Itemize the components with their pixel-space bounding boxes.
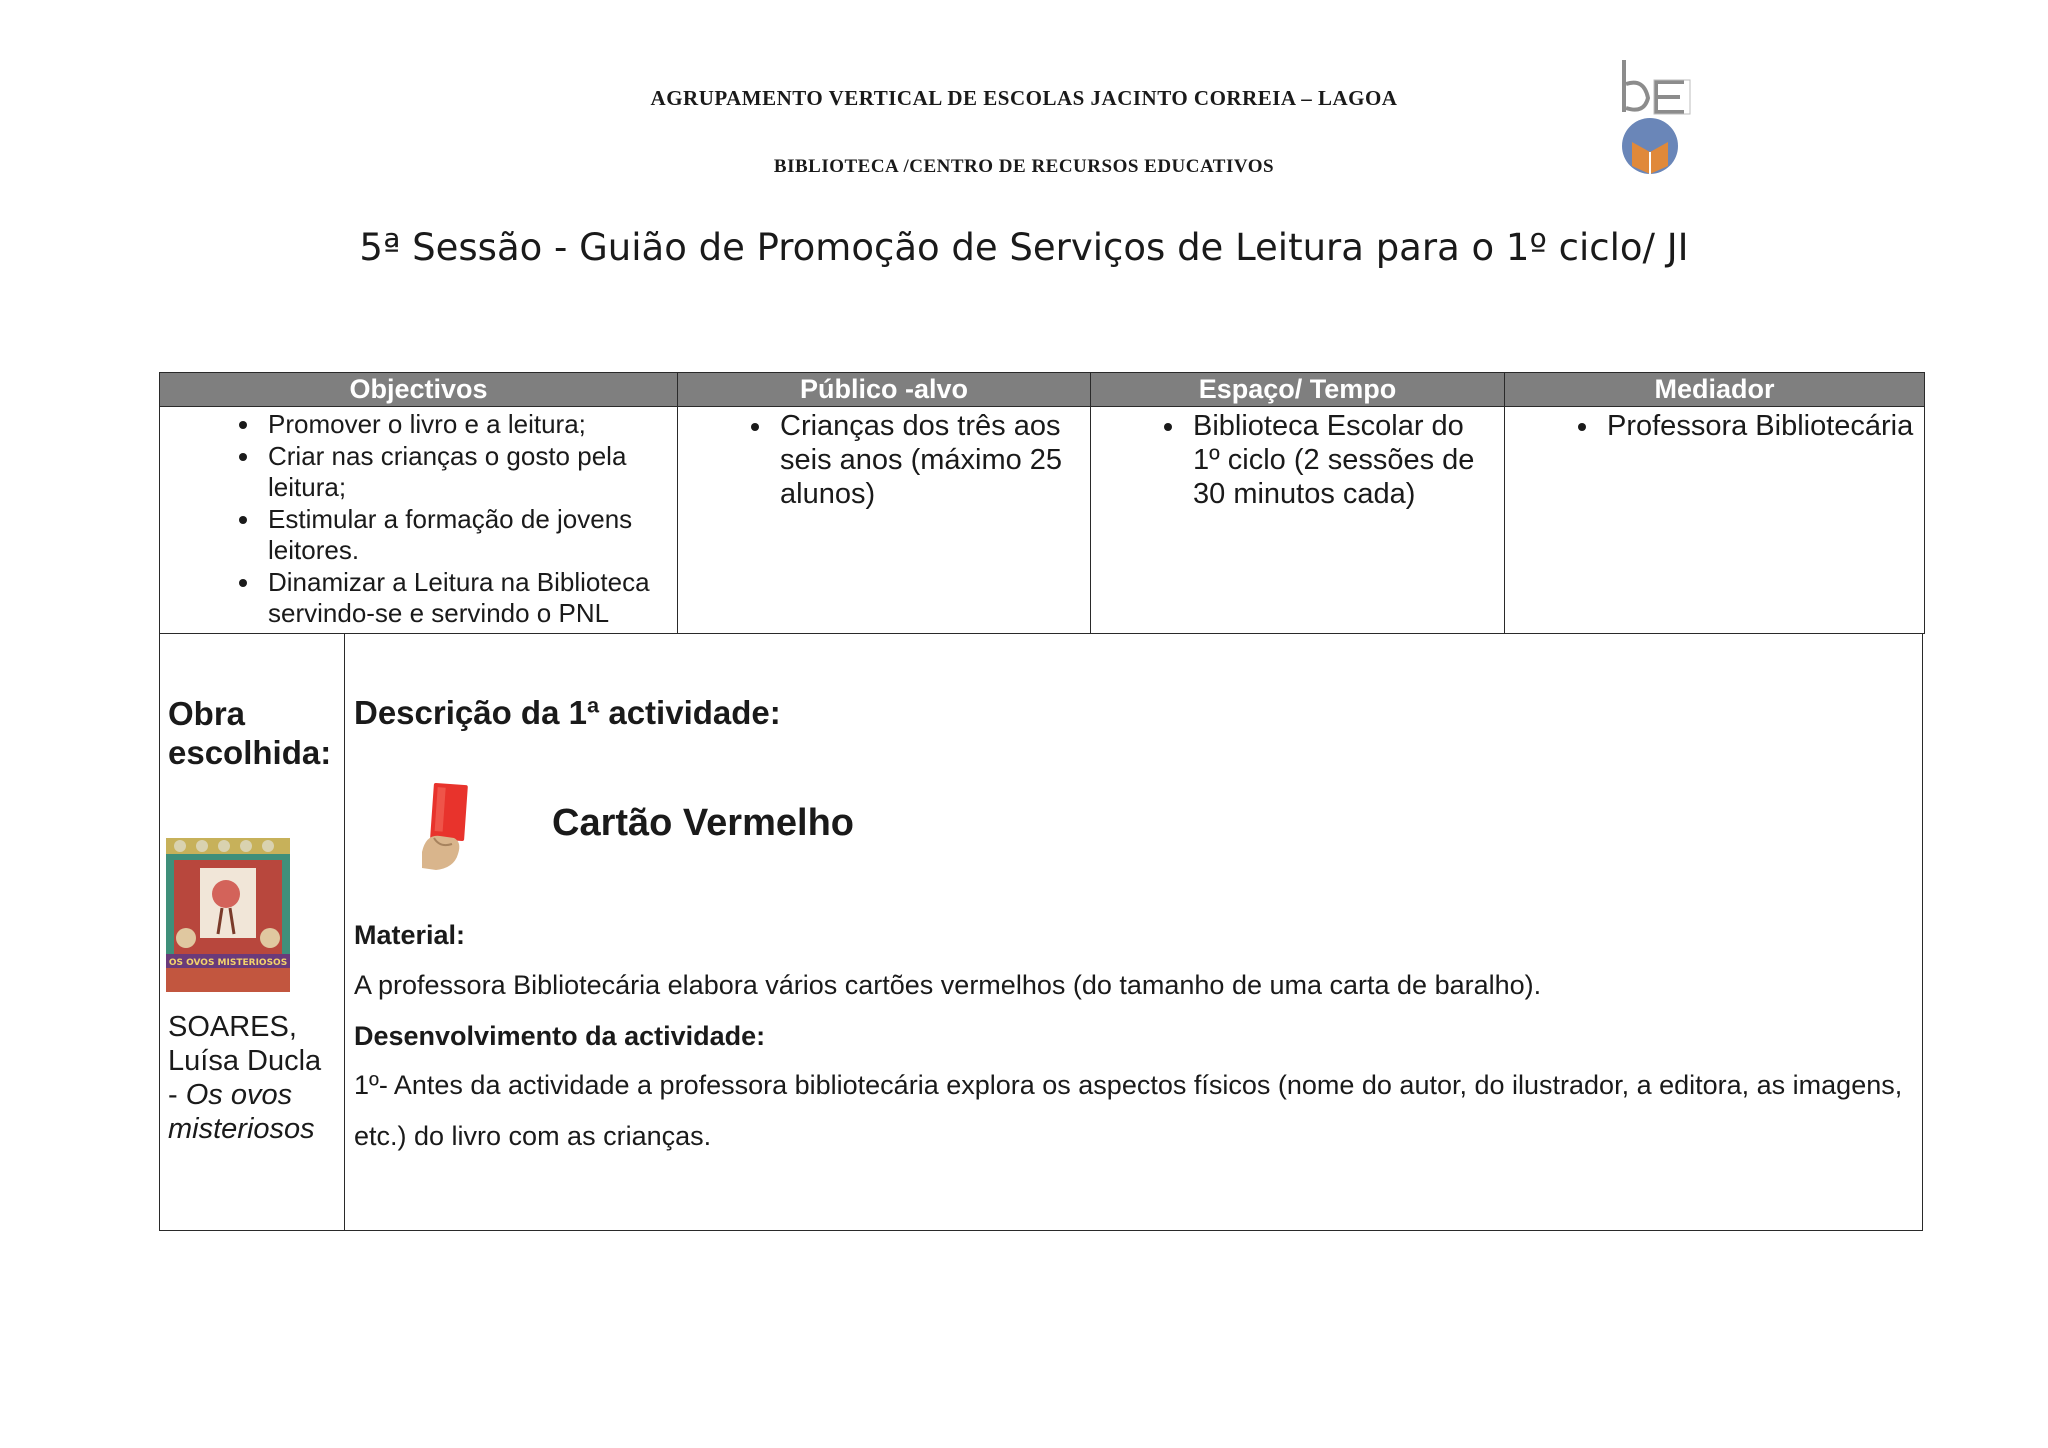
be-logo — [1614, 54, 1706, 182]
activity-heading: Descrição da 1ª actividade: — [354, 694, 781, 731]
page-title: 5ª Sessão - Guião de Promoção de Serviços de Leitura para o 1º ciclo/ JI — [359, 226, 1689, 269]
obra-column — [168, 694, 344, 772]
school-name: AGRUPAMENTO VERTICAL DE ESCOLAS JACINTO CORREIA – LAGOA — [650, 86, 1398, 110]
header-publico: Público -alvo — [678, 373, 1091, 407]
header-mediador: Mediador — [1505, 373, 1925, 407]
activity-heading-wrap — [354, 694, 1914, 732]
book-title: Os ovos misteriosos — [168, 1079, 315, 1145]
espaco-item: • Biblioteca Escolar do 1º ciclo (2 sessões de 30 minutos cada) — [1187, 409, 1496, 511]
book-cover-image — [166, 838, 290, 992]
cell-publico — [678, 407, 1091, 634]
library-name: BIBLIOTECA /CENTRO DE RECURSOS EDUCATIVOS — [773, 156, 1275, 177]
objective-item: • Dinamizar a Leitura na Biblioteca servindo-se e servindo o PNL — [262, 567, 669, 629]
cell-espaco — [1091, 407, 1505, 634]
material-text: A professora Bibliotecária elabora vários cartões vermelhos (do tamanho de uma carta de baralho). — [354, 970, 1542, 1000]
book-author: SOARES, Luísa Ducla — [168, 1011, 322, 1077]
column-divider — [344, 634, 345, 1230]
development-label: Desenvolvimento da actividade: — [354, 1021, 766, 1051]
cover-title: OS OVOS MISTERIOSOS — [168, 958, 288, 968]
header-espaco: Espaço/ Tempo — [1091, 373, 1505, 407]
red-card-icon — [420, 782, 468, 872]
dash: - — [168, 1079, 186, 1111]
objective-item: • Criar nas crianças o gosto pela leitura; — [262, 441, 669, 503]
objective-item: • Promover o livro e a leitura; — [262, 409, 669, 440]
cell-objectivos — [160, 407, 678, 634]
activity-title: Cartão Vermelho — [552, 802, 854, 844]
development-text: 1º- Antes da actividade a professora bibliotecária explora os aspectos físicos (nome do autor, do ilustrador, a editora, as imagens, etc.) do livro com as crianças. — [354, 1070, 1903, 1151]
book-reference — [168, 1010, 344, 1146]
obra-label: Obra escolhida: — [168, 695, 332, 771]
mediador-item: • Professora Bibliotecária — [1601, 409, 1916, 443]
material-label: Material: — [354, 920, 466, 950]
objective-item: • Estimular a formação de jovens leitores. — [262, 504, 669, 566]
cell-mediador — [1505, 407, 1925, 634]
session-info-table — [159, 372, 1925, 634]
header-objectivos: Objectivos — [160, 373, 678, 407]
publico-item: • Crianças dos três aos seis anos (máximo 25 alunos) — [774, 409, 1082, 511]
activity-table — [159, 634, 1923, 1231]
